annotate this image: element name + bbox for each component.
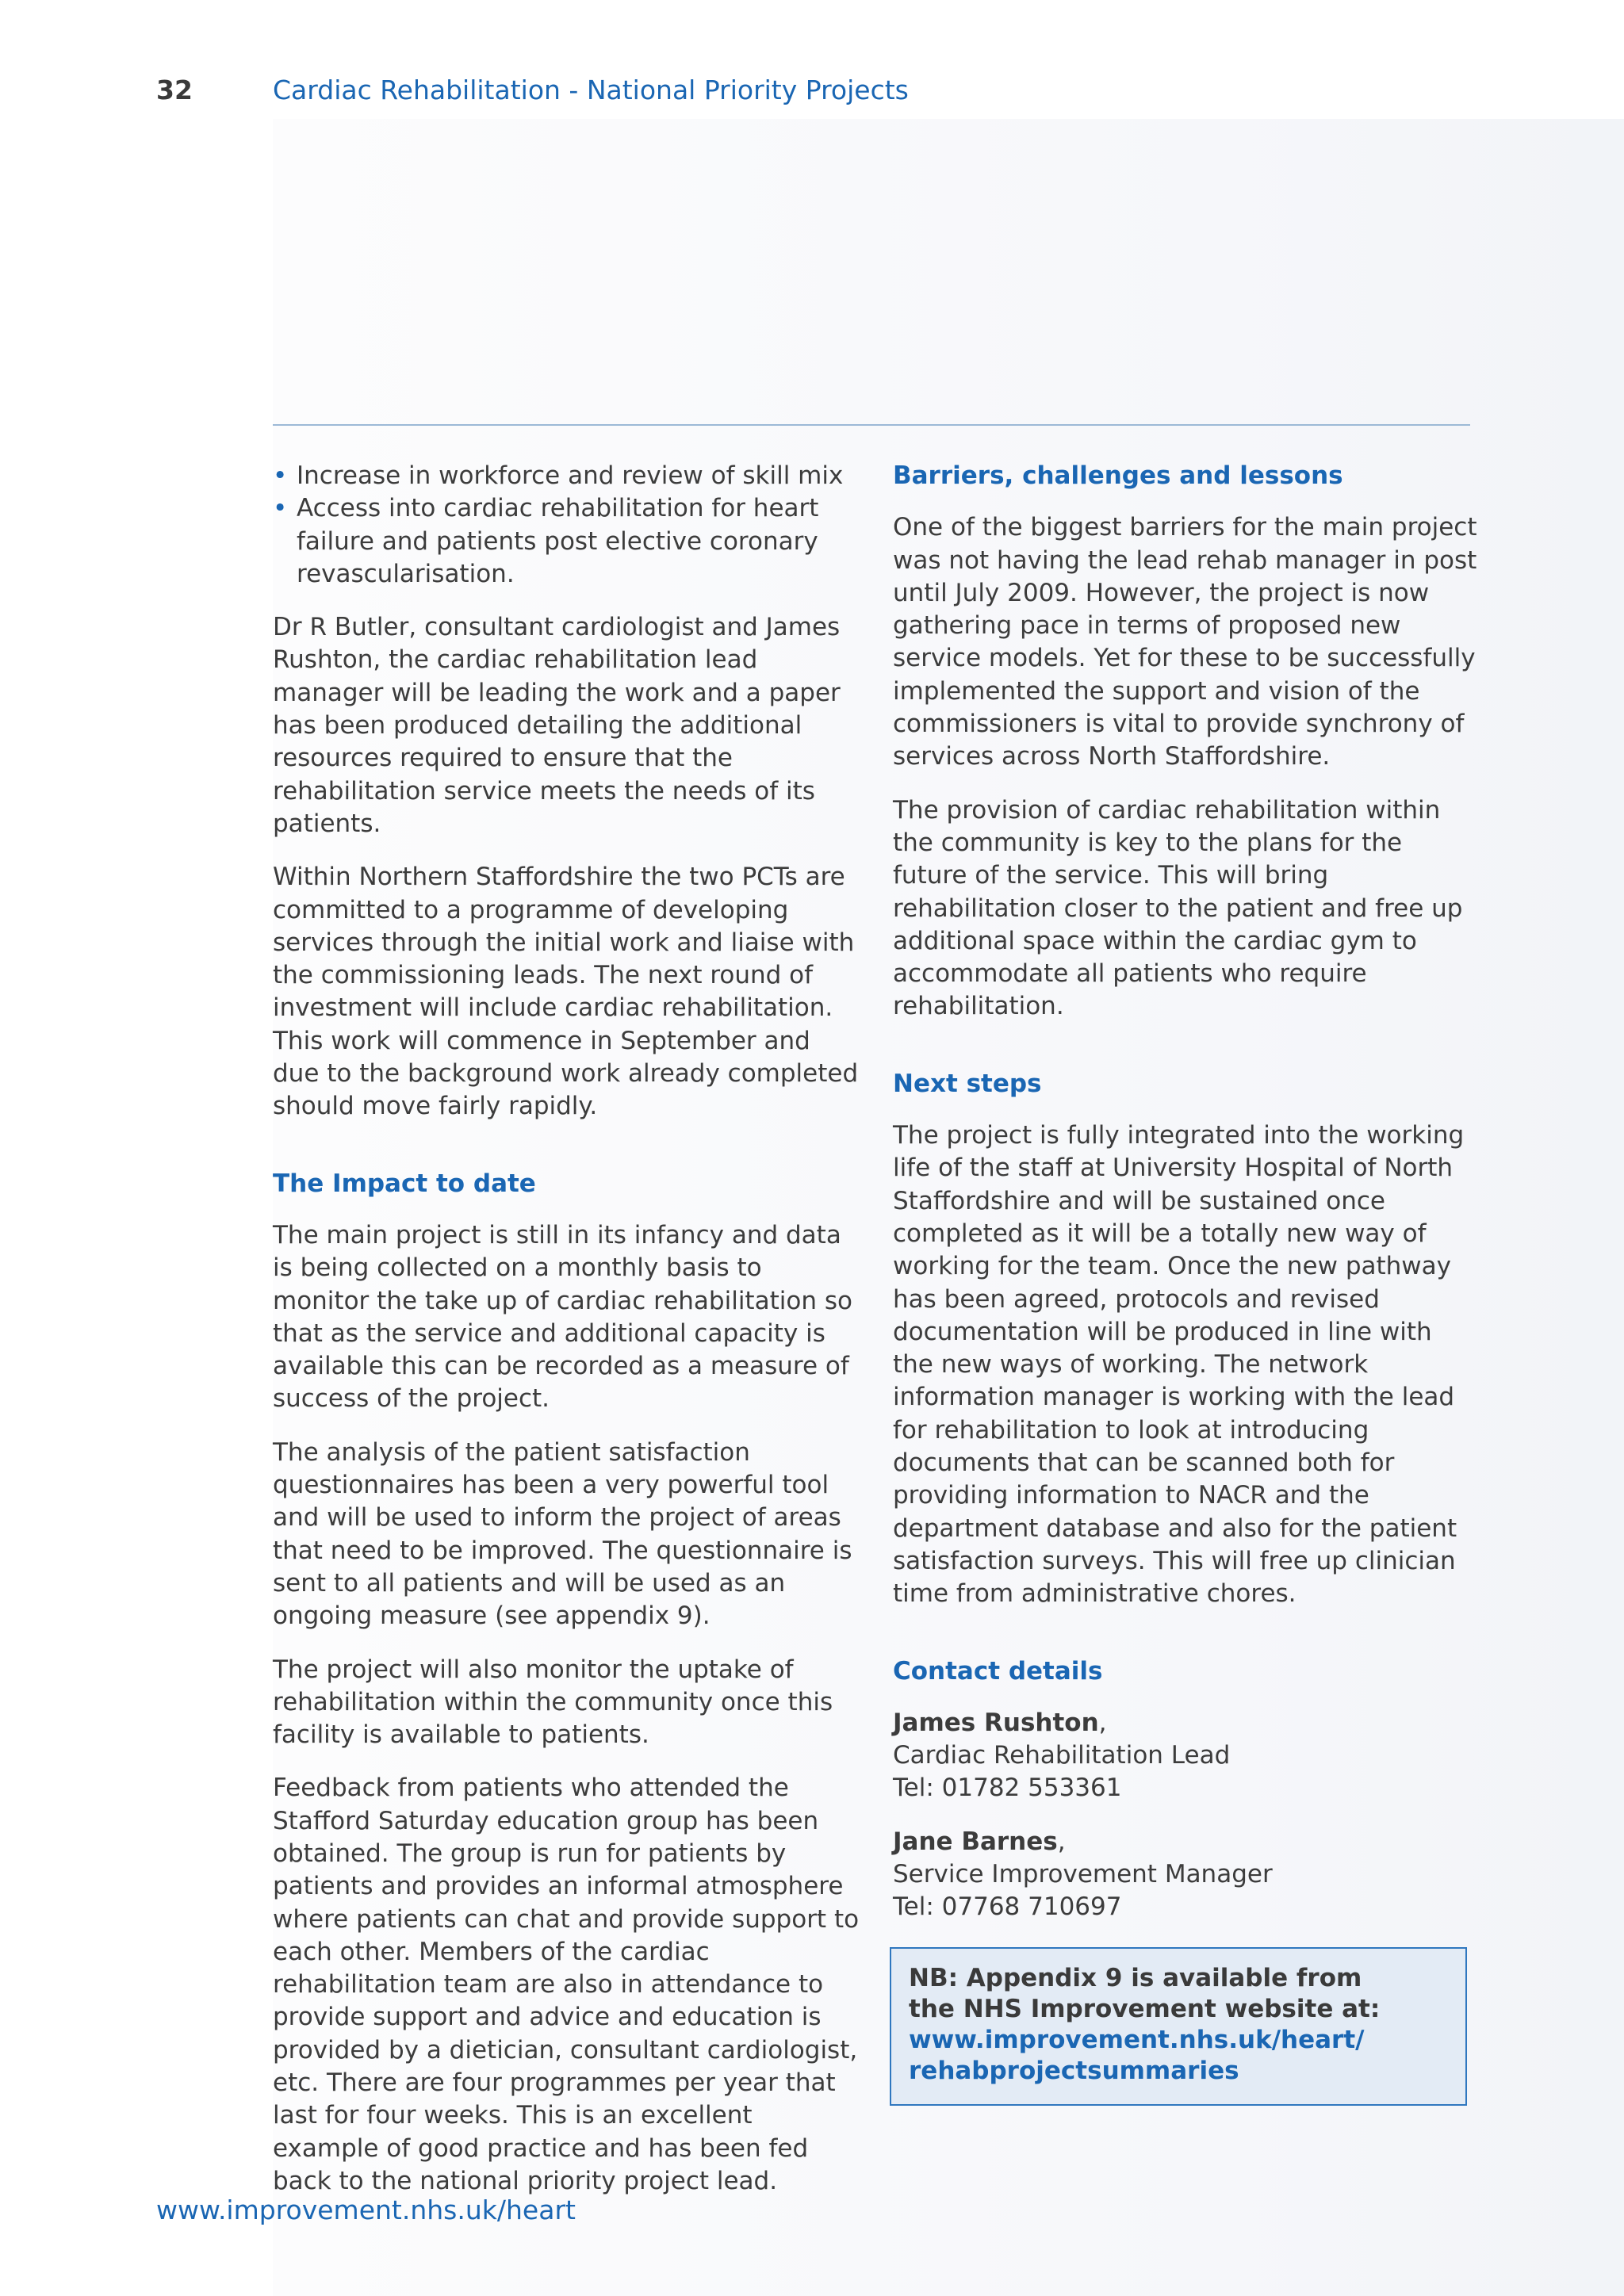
appendix-link-continued[interactable]: rehabprojectsummaries <box>909 2057 1239 2085</box>
right-column <box>893 460 1480 1945</box>
running-header-title: Cardiac Rehabilitation - National Priority Projects <box>273 75 909 105</box>
note-line: the NHS Improvement website at: <box>909 1995 1381 2023</box>
section-divider <box>273 424 1470 426</box>
contact-phone: Tel: 07768 710697 <box>893 1892 1122 1922</box>
contact-name: Jane Barnes <box>893 1827 1058 1856</box>
contact-name: James Rushton <box>893 1708 1099 1737</box>
footer-website-link[interactable]: www.improvement.nhs.uk/heart <box>156 2195 576 2225</box>
list-item-text: Access into cardiac rehabilitation for heart failure and patients post elective coronary revascularisation. <box>297 494 819 588</box>
list-item <box>273 460 860 492</box>
bullet-icon: • <box>273 494 288 523</box>
appendix-link[interactable]: www.improvement.nhs.uk/heart/ <box>909 2026 1365 2054</box>
paragraph: Feedback from patients who attended the Stafford Saturday education group has been obtained. The group is run for patients by patients and provides an informal atmosphere where patients can chat and provide support to each other. Members of the cardiac rehabilitation team are also in attendance to provide support and advice and education is provided by a dietician, consultant cardiologist, etc. There are four programmes per year that last for four weeks. This is an excellent example of good practice and has been fed back to the national priority project lead. <box>273 1774 860 2195</box>
list-item-text: Increase in workforce and review of skill mix <box>297 461 844 490</box>
contact-name-comma: , <box>1098 1708 1107 1737</box>
paragraph: One of the biggest barriers for the main project was not having the lead rehab manager in post until July 2009. However, the project is now gathering pace in terms of proposed new service models. Yet for these to be successfully implemented the support and vision of the commissioners is vital to provide synchrony of services across North Staffordshire. <box>893 513 1477 771</box>
left-column <box>273 460 860 2218</box>
contact-name-comma: , <box>1057 1827 1066 1856</box>
appendix-note-box <box>890 1947 1467 2106</box>
contact-card <box>893 1826 1480 1924</box>
section-heading-impact: The Impact to date <box>273 1169 536 1198</box>
contact-phone: Tel: 01782 553361 <box>893 1774 1122 1803</box>
paragraph: The project will also monitor the uptake of rehabilitation within the community once this facility is available to patients. <box>273 1655 833 1750</box>
contact-role: Cardiac Rehabilitation Lead <box>893 1741 1231 1770</box>
section-heading-barriers: Barriers, challenges and lessons <box>893 461 1343 490</box>
note-line: NB: Appendix 9 is available from <box>909 1964 1362 1992</box>
paragraph: The analysis of the patient satisfaction questionnaires has been a very powerful tool and will be used to inform the project of areas that need to be improved. The questionnaire is sent to all patients and will be used as an ongoing measure (see appendix 9). <box>273 1437 852 1631</box>
section-heading-next-steps: Next steps <box>893 1069 1042 1098</box>
contact-role: Service Improvement Manager <box>893 1859 1273 1888</box>
contact-card <box>893 1707 1480 1805</box>
paragraph: The main project is still in its infancy and data is being collected on a monthly basis to monitor the take up of cardiac rehabilitation so that as the service and additional capacity is available this can be recorded as a measure of success of the project. <box>273 1220 852 1414</box>
bullet-icon: • <box>273 461 288 490</box>
section-heading-contact: Contact details <box>893 1656 1103 1686</box>
list-item <box>273 492 860 591</box>
paragraph: Dr R Butler, consultant cardiologist and James Rushton, the cardiac rehabilitation lead manager will be leading the work and a paper has been produced detailing the additional resources required to ensure that the rehabilitation service meets the needs of its patients. <box>273 613 841 838</box>
paragraph: The provision of cardiac rehabilitation within the community is key to the plans for the future of the service. This will bring rehabilitation closer to the patient and free up additional space within the cardiac gym to accommodate all patients who require rehabilitation. <box>893 795 1463 1021</box>
paragraph: The project is fully integrated into the working life of the staff at University Hospital of North Staffordshire and will be sustained once completed as it will be a totally new way of working for the team. Once the new pathway has been agreed, protocols and revised documentation will be produced in line with the new ways of working. The network information manager is working with the lead for rehabilitation to look at introducing documents that can be scanned both for providing information to NACR and the department database and also for the patient satisfaction surveys. This will free up clinician time from administrative chores. <box>893 1121 1465 1609</box>
bullet-list <box>273 460 860 591</box>
paragraph: Within Northern Staffordshire the two PCTs are committed to a programme of developing services through the initial work and liaise with the commissioning leads. The next round of investment will include cardiac rehabilitation. This work will commence in September and due to the background work already completed should move fairly rapidly. <box>273 863 859 1121</box>
page-number: 32 <box>156 75 193 105</box>
